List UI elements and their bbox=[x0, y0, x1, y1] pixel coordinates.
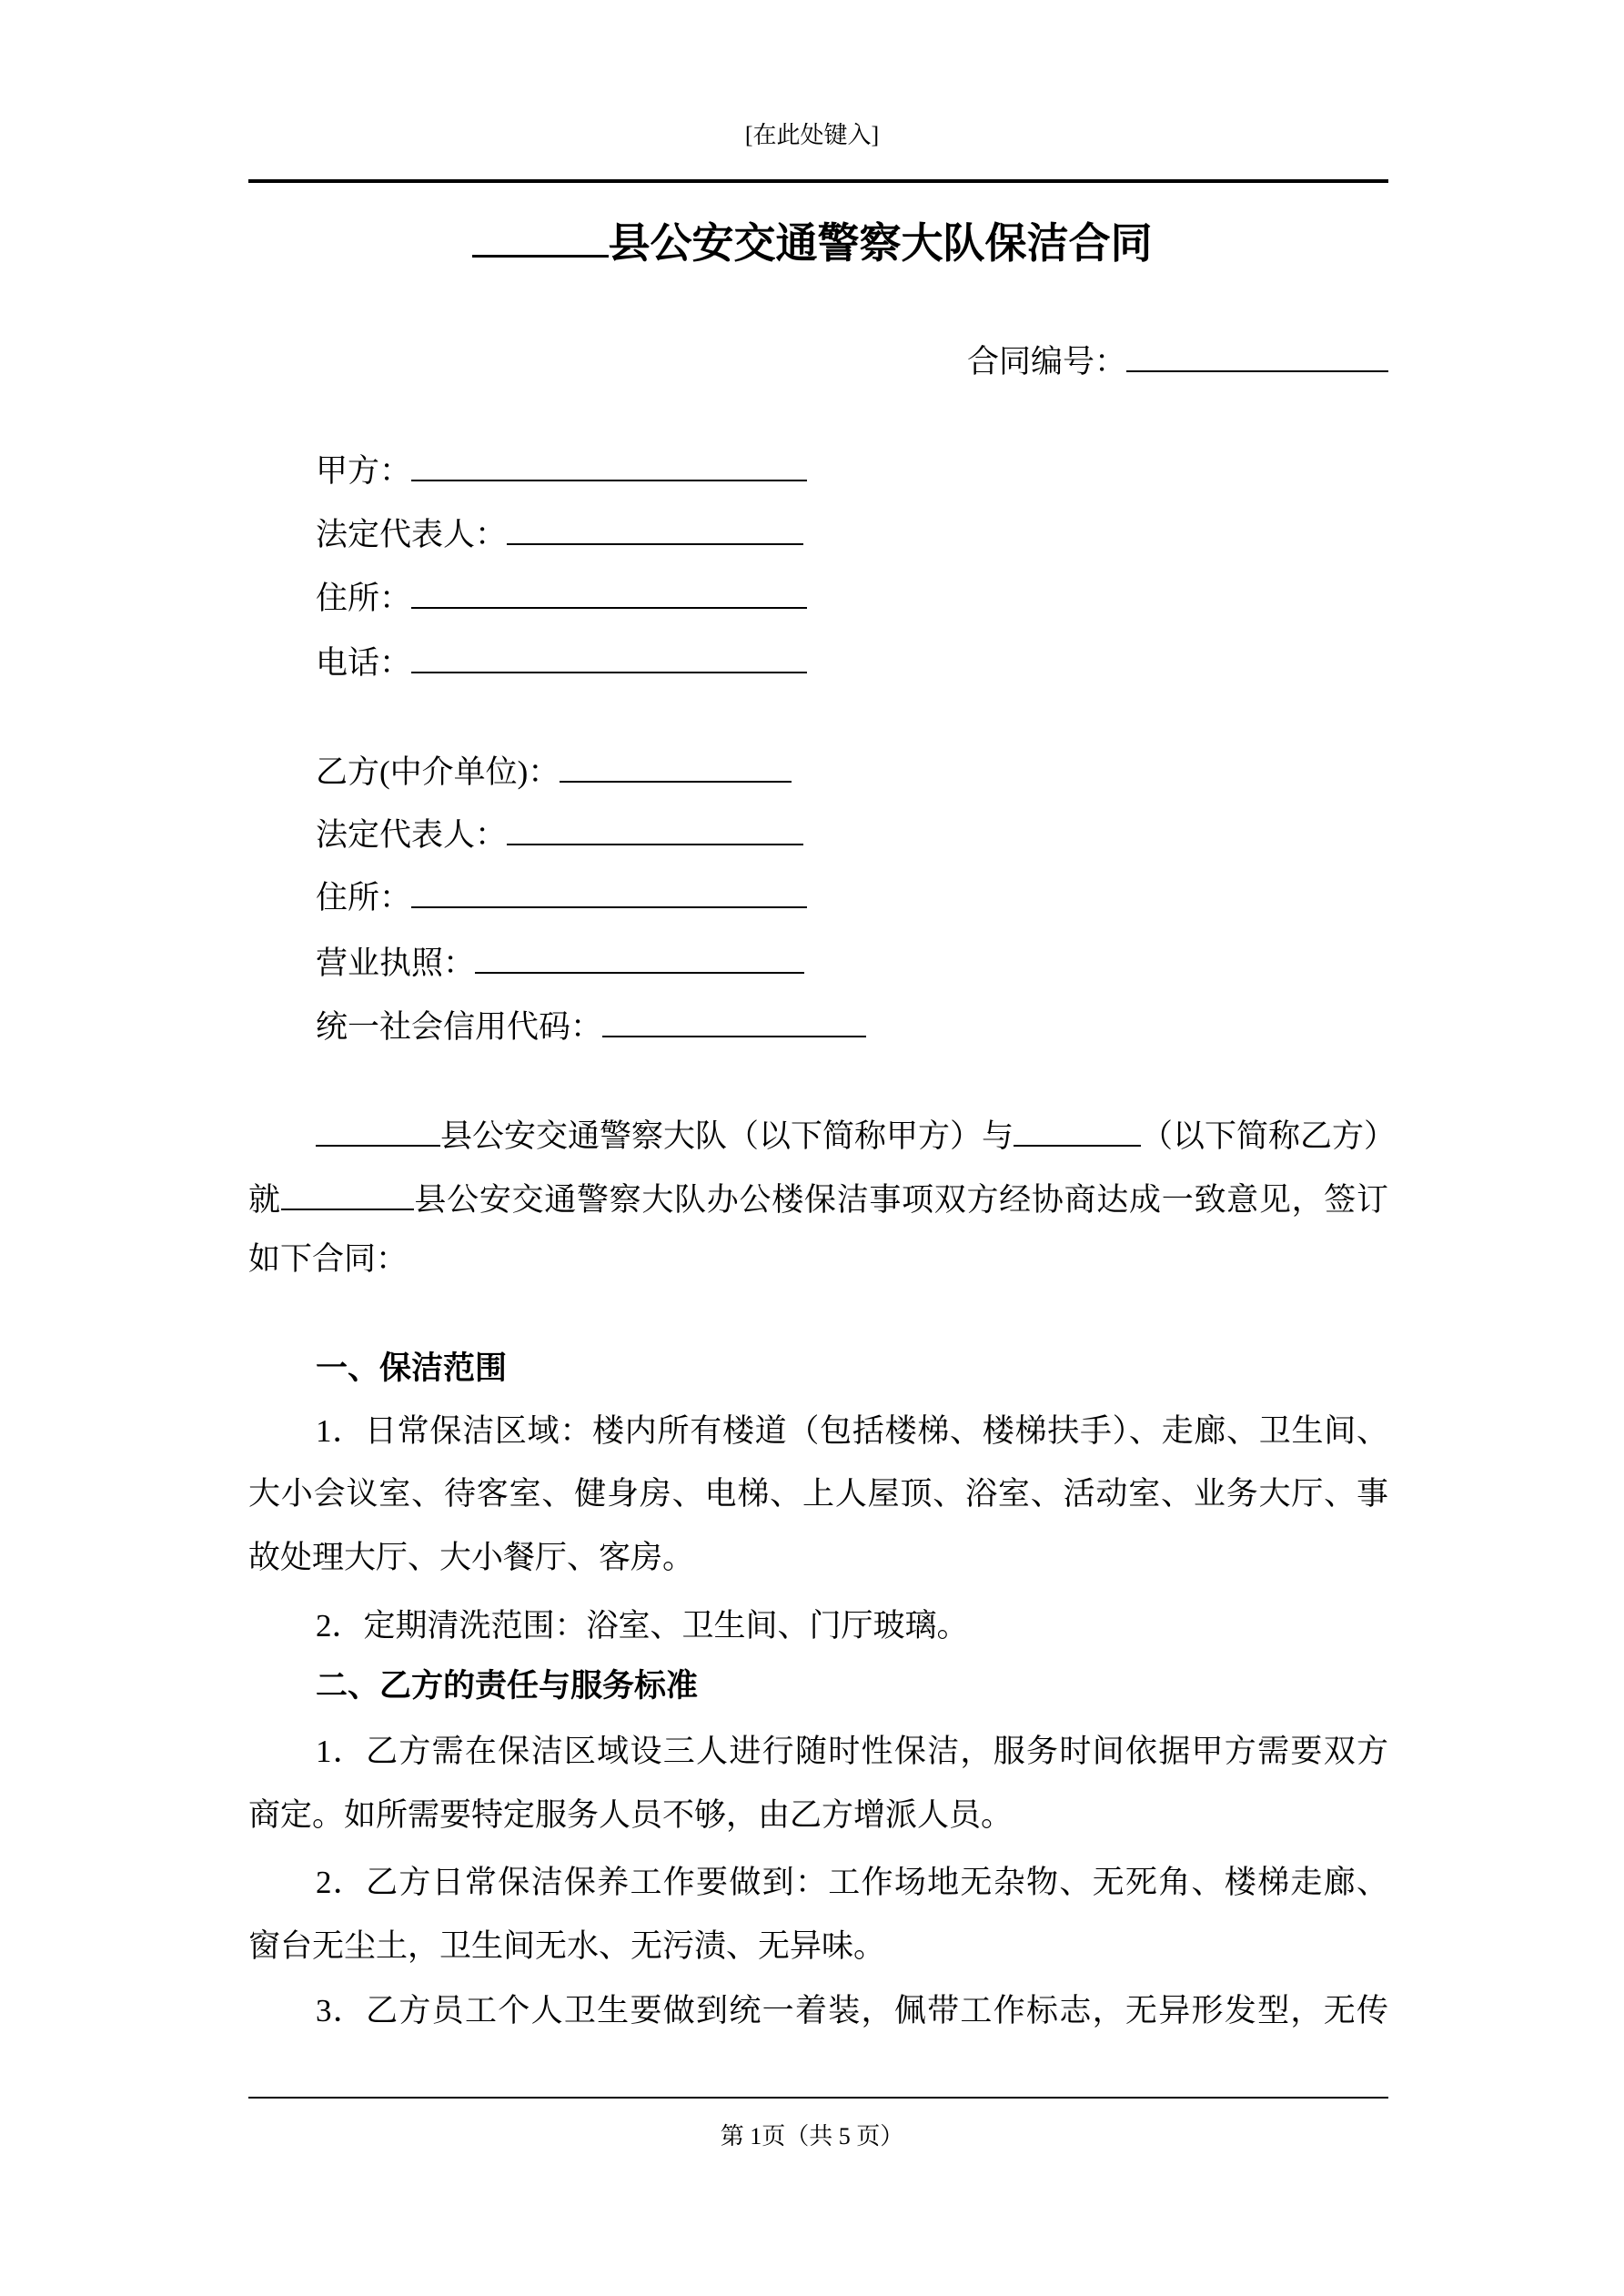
party-b-address-field[interactable] bbox=[411, 872, 807, 908]
section-2-heading: 二、乙方的责任与服务标准 bbox=[316, 1668, 699, 1704]
party-a-rep-field[interactable] bbox=[507, 509, 803, 545]
party-b-license bbox=[316, 937, 1388, 983]
contract-no-field[interactable] bbox=[1126, 336, 1388, 372]
document-title bbox=[0, 215, 1624, 269]
section-1-line: 大小会议室、待客室、健身房、电梯、上人屋顶、浴室、活动室、业务大厅、事 bbox=[248, 1476, 1388, 1512]
party-b-rep bbox=[316, 809, 1388, 855]
label: 甲方： bbox=[316, 453, 412, 489]
section-2-line: 窗台无尘土，卫生间无水、无污渍、无异味。 bbox=[248, 1928, 886, 1964]
party-a-name bbox=[316, 445, 1388, 491]
header-rule bbox=[248, 179, 1388, 183]
contract-no-label: 合同编号： bbox=[966, 344, 1126, 379]
text: 县公安交通警察大队（以下简称甲方）与 bbox=[440, 1118, 1014, 1154]
text: 就 bbox=[248, 1182, 281, 1218]
title-blank[interactable] bbox=[472, 215, 609, 258]
text: 县公安交通警察大队办公楼保洁事项双方经协商达成一致意见，签订 bbox=[413, 1182, 1388, 1218]
contract-number bbox=[248, 336, 1388, 381]
footer-rule bbox=[248, 2097, 1388, 2099]
section-1-line: 1．日常保洁区域：楼内所有楼道（包括楼梯、楼梯扶手）、走廊、卫生间、 bbox=[316, 1413, 1388, 1449]
section-2-line: 1．乙方需在保洁区域设三人进行随时性保洁，服务时间依据甲方需要双方 bbox=[316, 1734, 1388, 1769]
section-2-line: 2．乙方日常保洁保养工作要做到：工作场地无杂物、无死角、楼梯走廊、 bbox=[316, 1865, 1388, 1900]
label: 法定代表人： bbox=[316, 517, 508, 552]
intro-blank-1[interactable] bbox=[316, 1110, 440, 1147]
party-b-name bbox=[316, 746, 1388, 792]
text: （以下简称乙方） bbox=[1141, 1118, 1397, 1154]
label: 住所： bbox=[316, 581, 412, 616]
title-text: 县公安交通警察大队保洁合同 bbox=[608, 220, 1153, 267]
party-a-name-field[interactable] bbox=[411, 445, 807, 481]
label: 法定代表人： bbox=[316, 817, 508, 853]
label: 统一社会信用代码： bbox=[316, 1009, 603, 1045]
party-a-address-field[interactable] bbox=[411, 572, 807, 609]
intro-line-3: 如下合同： bbox=[248, 1241, 409, 1277]
party-b-rep-field[interactable] bbox=[507, 809, 803, 845]
label: 营业执照： bbox=[316, 946, 476, 981]
label: 住所： bbox=[316, 880, 412, 915]
section-1-line: 2．定期清洗范围：浴室、卫生间、门厅玻璃。 bbox=[316, 1608, 969, 1644]
intro-line-1 bbox=[316, 1110, 1397, 1156]
party-b-credit-code bbox=[316, 1001, 1388, 1047]
party-b-name-field[interactable] bbox=[560, 746, 792, 783]
page-header: [在此处键入] bbox=[744, 122, 880, 148]
section-2-line: 商定。如所需要特定服务人员不够，由乙方增派人员。 bbox=[248, 1797, 1014, 1833]
party-a-rep bbox=[316, 509, 1388, 554]
intro-blank-2[interactable] bbox=[1014, 1110, 1141, 1147]
party-b-credit-code-field[interactable] bbox=[602, 1001, 866, 1037]
section-2-line: 3．乙方员工个人卫生要做到统一着装，佩带工作标志，无异形发型，无传 bbox=[316, 1993, 1388, 2028]
label: 乙方(中介单位)： bbox=[316, 754, 560, 790]
page-footer: 第 1页（共 5 页） bbox=[720, 2123, 904, 2149]
party-a-phone bbox=[316, 637, 1388, 683]
section-1-line: 故处理大厅、大小餐厅、客房。 bbox=[248, 1540, 695, 1575]
section-1-heading: 一、保洁范围 bbox=[316, 1350, 508, 1386]
party-a-phone-field[interactable] bbox=[411, 637, 807, 673]
intro-line-2 bbox=[248, 1174, 1388, 1219]
party-b-address bbox=[316, 872, 1388, 917]
intro-blank-3[interactable] bbox=[281, 1174, 414, 1210]
label: 电话： bbox=[316, 645, 412, 681]
party-a-address bbox=[316, 572, 1388, 618]
party-b-license-field[interactable] bbox=[475, 937, 804, 974]
